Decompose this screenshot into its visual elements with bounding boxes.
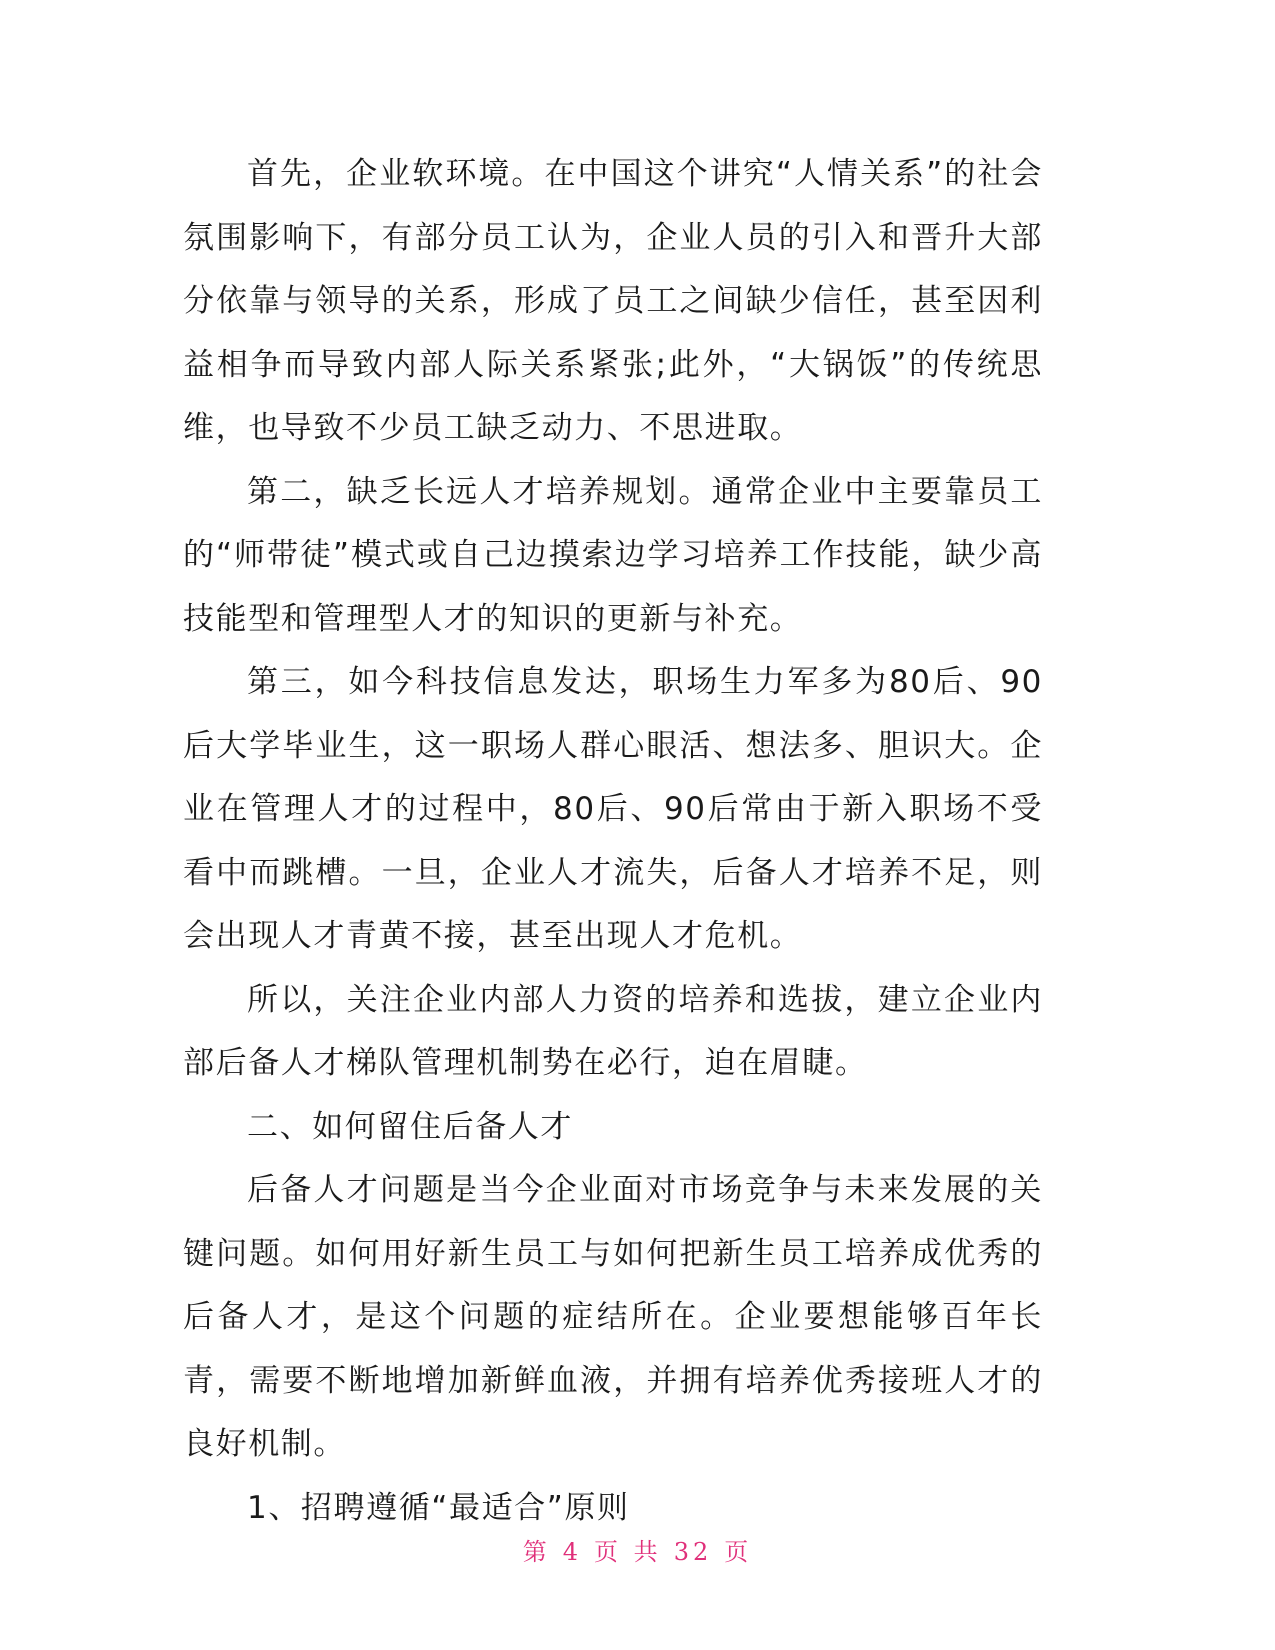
- paragraph-reserve-talent: 后备人才问题是当今企业面对市场竞争与未来发展的关键问题。如何用好新生员工与如何把新生员工培养成优秀的后备人才，是这个问题的症结所在。企业要想能够百年长青，需要不断地增加新鲜血液，并拥有培养优秀接班人才的良好机制。: [183, 1172, 1043, 1462]
- footer-page-number: 4: [562, 1538, 583, 1566]
- footer-suffix: 页: [724, 1538, 753, 1566]
- footer-mid: 页 共: [594, 1538, 662, 1566]
- paragraph-tech-info: 第三，如今科技信息发达，职场生力军多为80后、90后大学毕业生，这一职场人群心眼活、想法多、胆识大。企业在管理人才的过程中，80后、90后常由于新入职场不受看中而跳槽。一旦，企业人才流失，后备人才培养不足，则会出现人才青黄不接，甚至出现人才危机。: [183, 664, 1043, 954]
- section-heading-retain-talent: 二、如何留住后备人才: [247, 1108, 573, 1145]
- footer-prefix: 第: [522, 1538, 551, 1566]
- document-body: [183, 143, 1043, 1540]
- footer-total-pages: 32: [673, 1538, 713, 1566]
- page-footer: [0, 1532, 1275, 1567]
- subheading-recruitment-principle: 1、招聘遵循“最适合”原则: [247, 1489, 630, 1526]
- paragraph-soft-environment: 首先，企业软环境。在中国这个讲究“人情关系”的社会氛围影响下，有部分员工认为，企业人员的引入和晋升大部分依靠与领导的关系，形成了员工之间缺少信任，甚至因利益相争而导致内部人际关系紧张;此外，“大锅饭”的传统思维，也导致不少员工缺乏动力、不思进取。: [183, 156, 1043, 446]
- paragraph-conclusion: 所以，关注企业内部人力资的培养和选拔，建立企业内部后备人才梯队管理机制势在必行，迫在眉睫。: [183, 981, 1043, 1081]
- paragraph-talent-plan: 第二，缺乏长远人才培养规划。通常企业中主要靠员工的“师带徒”模式或自己边摸索边学习培养工作技能，缺少高技能型和管理型人才的知识的更新与补充。: [183, 473, 1043, 637]
